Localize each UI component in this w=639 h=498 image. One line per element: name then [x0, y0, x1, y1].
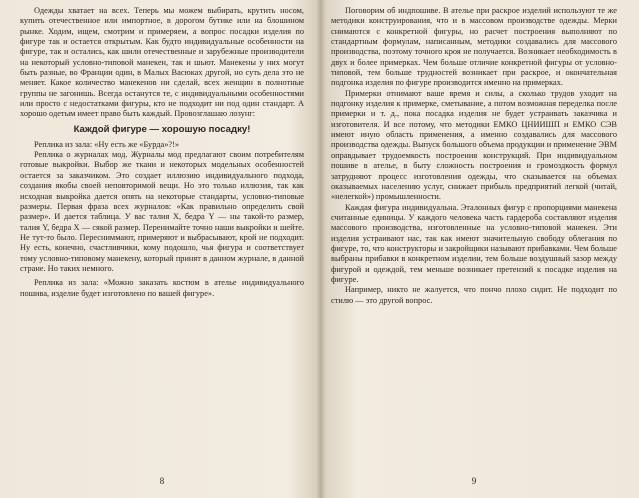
left-paragraph-1: Одежды хватает на всех. Теперь мы можем выбирать, крутить носом, купить отечественное или импортное, в дорогом бутике или на блошином рынке. Ходим, ищем, смотрим и примеряем, а вопрос посадки изделия по фигуре так и остается открытым. Как будто индивидуальные особенности на фигуре, так и остались, как шили отечественные и зарубежные производители на некоторый условно-типовой манекен, так и шьют. Манекены у них могут быть разные, во Франции один, в Малых Васюках другой, но суть дела это не меняет. Какое количество манекенов ни сделай, всех женщин в полнотные группы не загонишь. Всегда останутся те, с индивидуальными особенностями или просто с недостатками фигуры, кто не подходит ни под один стандарт. А хорошо одетым имеет право быть каждый. Провозглашаю лозунг: [20, 6, 304, 119]
left-paragraph-4: Реплика из зала: «Можно заказать костюм в ателье индивидуального пошива, изделие будет изготовлено по вашей фигуре». [20, 278, 304, 298]
left-page [20, 6, 304, 492]
right-paragraph-3: Каждая фигура индивидуальна. Эталонных фигур с пропорциями манекена считанные единицы. У каждого человека часть гардероба составляют изделия массового производства, изготовленные на условно-типовой манекен. Эти изделия устраивают нас, так как имеют значительную свободу облегания по фигуре, то, что конструкторы и закройщики называют прибавками. Чем больше выбраны прибавки в конкретном изделии, тем больше воздушный зазор между фигурой и одеждой, тем меньше возникает претензий к посадке изделия на фигуре. [331, 202, 617, 284]
right-paragraph-2: Примерки отнимают ваше время и силы, а сколько трудов уходит на подгонку изделия к примерке, сметывание, а потом возможная переделка после примерки и т. д., пока посадка изделия не будет устраивать заказчика и изготовителя. И все потому, что методики ЕМКО ЦНИИШП и ЕМКО СЭВ имеют иную область применения, а именно создавались для массового производства одежды. Выпуск большого объема продукции и применение ЭВМ оправдывает трудоемкость построения конструкций. При индивидуальном пошиве в ателье, в быту сложность построения и громоздкость формул затрудняют процесс изготовления одежды, что сказывается на объемах оказываемых населению услуг, снижает прибыль предприятий легкой (читай, «нелегкой») промышленности. [331, 88, 617, 202]
right-page [331, 6, 617, 492]
left-paragraph-2: Реплика из зала: «Ну есть же «Бурда»?!» [34, 139, 180, 149]
left-paragraph-3: Реплика о журналах мод. Журналы мод предлагают своим потребителям готовые выкройки. Выбор же ткани и некоторых модельных особенностей остается за заказчиком. Это создает иллюзию индивидуального подхода, создания якобы своей неповторимой вещи. Но это только иллюзия, так как исходная выкройка дается опять на некоторые стандарты, условно-типовые размеры. Первая фраза всех журналов: «Как правильно определить свой размер». И дается таблица. У вас талия X, бедра Y — ны такой-то размер, талия Y, бедра X — сякой размер. Перенимайте точно наши выкройки и шейте. Не тут-то было. Пересниммают, примеряют и выбрасывают, крой не подходит. Ну есть, конечно, счастливчики, кому подошло, чья фигура и соответствует тому условно-типовому манекену, который принят в данном журнале, в данной стране. Но таких немного. [20, 150, 304, 273]
left-heading: Каждой фигуре — хорошую посадку! [73, 123, 251, 135]
right-paragraph-1: Поговорим об индпошиве. В ателье при раскрое изделий используют те же методики конструирования, что и в массовом производстве одежды. Мерки снимаются с конкретной фигуры, но расчет построения выполняют по стандартным формулам, написанным, методики создавались для массового производства, поэтому точного кроя не получается. Возникает необходимость в двух и более примерках. Чем больше отличие конкретной фигуры от условно-типовой, тем больше трудностей возникает при раскрое, и окончательная подгонка изделия по фигуре производится именно на примерках. [331, 6, 617, 88]
left-page-number: 8 [159, 476, 165, 486]
right-page-number: 9 [471, 476, 477, 486]
right-paragraph-4: Например, никто не жалуется, что пончо плохо сидит. Не подходит по стилю — это другой вопрос. [331, 285, 617, 305]
